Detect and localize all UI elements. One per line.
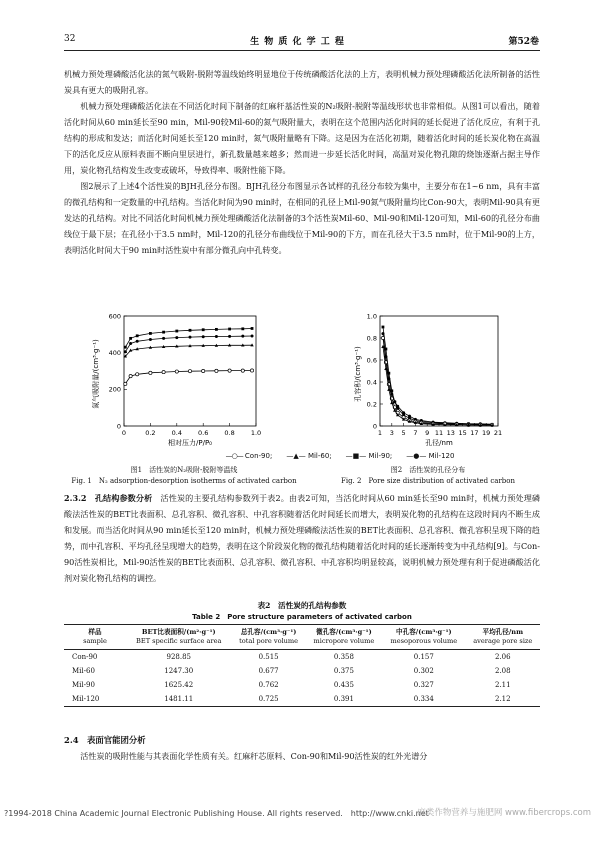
fig1-y-axis-label: 氮气吸附量/(cm³·g⁻¹) — [92, 339, 100, 409]
table-row — [64, 664, 540, 678]
series-line — [125, 336, 252, 352]
x-tick-label: 0.4 — [171, 429, 182, 437]
paragraph: 机械力预处理磷酸活化法在不同活化时间下制备的红麻秆基活性炭的N₂吸附-脱附等温线形状也非常相似。从图1可以看出，随着活化时间从60 min延长至90 min，Mil-90较Mil-60的氮气吸附量大，表明在这个范围内活化时间的延长促进了活化反应，有利于孔结构的形成和发达；而活化时间延长至120 min时，氮气吸附量略有下降。这是因为在活化初期，随着活化时间的延长炭化物在高温下的活化反应从原料表面不断向里层进行，新孔数量越来越多；然而进一步延长活化时间，高温对炭化物孔隙的烧蚀逐渐占据主导作用，炭化物孔结构发生改变或破坏，导致得率、吸附性能下降。 — [64, 101, 540, 175]
table-cell: 0.302 — [413, 667, 434, 675]
data-point — [202, 369, 205, 372]
copyright-notice: ?1994-2018 China Academic Journal Electronic Publishing House. All rights reserved. http://www.cnki.net — [4, 809, 429, 818]
y-tick-label: 0.4 — [366, 378, 377, 387]
data-point — [162, 337, 165, 340]
table-cell: 1481.11 — [126, 692, 231, 707]
table-cell: 0.762 — [258, 681, 279, 689]
paragraph: 图2展示了上述4个活性炭的BJH孔径分布图。BJH孔径分布图显示各试样的孔径分布较为集中，主要分布在1~6 nm，具有丰富的微孔结构和一定数量的中孔结构。当活化时间为90 min时，在相同的孔径上Mil-90氮气吸附量均比Con-90大，表明Mil-90具有更发达的孔结构。对比不同活化时间机械力预处理磷酸活化法制备的3个活性炭Mil-60、Mil-90和Mil-120可知，Mil-60的孔径分布曲线位于最下层；在孔径小于3.5 nm时，Mil-120的孔径分布曲线位于Mil-90的下方，而在孔径大于3.5 nm时，位于Mil-90的上方，表明活化时间大于90 min时活性炭中有部分微孔向中孔转变。 — [64, 181, 540, 255]
table-2 — [64, 624, 540, 707]
legend-label: Mil-60; — [307, 452, 332, 460]
table-header-row — [64, 625, 540, 650]
data-point — [129, 337, 132, 340]
legend-label: Con-90; — [244, 452, 273, 460]
legend-item: —■— Mil-90; — [345, 452, 393, 460]
data-point — [136, 373, 139, 376]
data-point — [124, 382, 127, 385]
data-point — [241, 327, 244, 330]
column-header: 中孔容/(cm³·g⁻¹) — [396, 628, 452, 636]
y-tick-label: 0.8 — [366, 334, 377, 343]
table-cell: 2.12 — [466, 692, 540, 707]
table-row — [64, 678, 540, 692]
figure-1-caption-cn: 图1 活性炭的N₂吸附-脱附等温线 — [130, 466, 238, 474]
data-point — [202, 335, 205, 338]
paragraph: 活性炭的吸附性能与其表面化学性质有关。红麻秆芯原料、Con-90和Mil-90活性炭的红外光谱分 — [80, 751, 428, 761]
data-point — [124, 346, 127, 349]
figure-2-pore-distribution-chart — [350, 312, 510, 447]
data-point — [215, 335, 218, 338]
table-cell: 0.157 — [413, 653, 434, 661]
column-header-en: micropore volume — [313, 637, 375, 645]
data-point — [241, 369, 244, 372]
data-point — [381, 336, 384, 339]
journal-title: 生 物 质 化 学 工 程 — [250, 37, 345, 47]
table-cell: 0.725 — [231, 692, 305, 707]
data-point — [149, 332, 152, 335]
x-tick-label: 21 — [493, 429, 503, 437]
section-2-4 — [64, 748, 540, 764]
legend-item: —○— Con-90; — [225, 452, 273, 460]
table-cell: Con-90 — [72, 653, 98, 661]
table-cell: Mil-90 — [72, 681, 95, 689]
table-cell: 0.677 — [258, 667, 279, 675]
x-tick-label: 0.6 — [198, 429, 209, 437]
figure-2-caption-en: Fig. 2 Pore size distribution of activated carbon — [340, 477, 516, 485]
legend-label: Mil-90; — [368, 452, 393, 460]
table-cell: 0.334 — [382, 692, 465, 707]
fig2-y-axis-label: 孔容积/(cm³·g⁻¹) — [354, 346, 362, 402]
data-point — [402, 411, 405, 414]
data-point — [228, 335, 231, 338]
x-tick-label: 1 — [377, 429, 383, 437]
section-heading: 2.3.2 孔结构参数分析 — [64, 493, 153, 503]
table-cell: 0.358 — [333, 653, 354, 661]
y-tick-label: 1.0 — [366, 312, 377, 321]
x-axis-label: 相对压力/P/P₀ — [168, 439, 212, 447]
data-point — [241, 335, 244, 338]
data-point — [382, 326, 385, 329]
data-point — [189, 336, 192, 339]
data-point — [149, 371, 152, 374]
section-2-3-2 — [64, 490, 540, 586]
x-tick-label: 11 — [434, 429, 444, 437]
table-cell: 0.327 — [413, 681, 434, 689]
table-cell: 1247.30 — [164, 667, 194, 675]
column-header: 样品 — [88, 628, 102, 636]
data-point — [251, 334, 254, 337]
data-point — [189, 329, 192, 332]
page-number: 32 — [64, 34, 76, 44]
figure-2-caption-cn: 图2 活性炭的孔径分布 — [390, 466, 466, 474]
table-cell: 1625.42 — [164, 681, 194, 689]
x-tick-label: 7 — [413, 429, 418, 437]
x-tick-label: 3 — [389, 429, 394, 437]
figure-legend — [190, 452, 490, 460]
y-tick-label: 0.2 — [366, 400, 377, 409]
data-point — [228, 369, 231, 372]
column-header-en: sample — [83, 637, 107, 645]
y-tick-label: 0 — [372, 422, 377, 431]
data-point — [228, 328, 231, 331]
volume-label: 第52卷 — [508, 37, 539, 47]
x-tick-label: 17 — [470, 429, 479, 437]
y-tick-label: 0.6 — [366, 356, 377, 365]
y-tick-label: 200 — [108, 385, 121, 394]
data-point — [129, 375, 132, 378]
x-tick-label: 0.2 — [145, 429, 156, 437]
paragraph: 机械力预处理磷酸活化法的氮气吸附-脱附等温线始终明显地位于传统磷酸活化法的上方，表明机械力预处理磷酸活化法所制备的活性炭具有更大的吸附孔容。 — [64, 69, 540, 95]
data-point — [136, 334, 139, 337]
data-point — [215, 369, 218, 372]
body-text-top — [64, 66, 540, 258]
data-point — [175, 336, 178, 339]
column-header-en: mesoporous volume — [390, 637, 458, 645]
x-tick-label: 0 — [121, 429, 127, 437]
table-cell: Mil-120 — [64, 692, 126, 707]
x-tick-label: 19 — [482, 429, 491, 437]
x-tick-label: 9 — [425, 429, 430, 437]
x-tick-label: 1.0 — [250, 429, 262, 437]
data-point — [408, 415, 411, 418]
table-cell: 928.85 — [166, 653, 191, 661]
table-2-title-en: Table 2 Pore structure parameters of activated carbon — [192, 613, 412, 621]
table-row — [64, 650, 540, 665]
table-cell: 2.08 — [494, 667, 511, 675]
column-header-en: average pore size — [473, 637, 533, 645]
table-2-title-cn: 表2 活性炭的孔结构参数 — [257, 601, 347, 610]
table-row — [64, 692, 540, 707]
series-line — [383, 327, 492, 424]
column-header: BET比表面积/(m²·g⁻¹) — [141, 628, 216, 636]
legend-label: Mil-120 — [428, 452, 455, 460]
table-cell: 2.06 — [494, 653, 511, 661]
legend-item: —●— Mil-120 — [406, 452, 455, 460]
data-point — [188, 370, 191, 373]
y-tick-label: 0 — [116, 422, 121, 431]
y-tick-label: 400 — [108, 348, 121, 357]
data-point — [162, 371, 165, 374]
data-point — [202, 328, 205, 331]
table-cell: 0.435 — [333, 681, 354, 689]
table-cell: 2.11 — [494, 681, 511, 689]
section-2-4-heading: 2.4 表面官能团分析 — [64, 735, 146, 745]
data-point — [215, 328, 218, 331]
data-point — [175, 370, 178, 373]
x-tick-label: 0.8 — [224, 429, 235, 437]
data-point — [149, 338, 152, 341]
column-header: 平均孔径/nm — [482, 628, 524, 636]
y-tick-label: 600 — [108, 312, 121, 321]
legend-item: —▲— Mil-60; — [286, 452, 332, 460]
figure-1-isotherm-chart — [86, 312, 276, 447]
header-rule — [64, 50, 540, 51]
data-point — [175, 330, 178, 333]
data-point — [381, 332, 384, 335]
column-header-en: total pore volume — [239, 637, 299, 645]
data-point — [136, 340, 139, 343]
x-tick-label: 13 — [446, 429, 455, 437]
table-cell: 0.375 — [333, 667, 354, 675]
table-cell: 0.515 — [258, 653, 279, 661]
data-point — [129, 342, 132, 345]
watermark-text: 麻类作物营养与施肥网 www.fibercrops.com — [417, 808, 591, 818]
data-point — [251, 327, 254, 330]
table-cell: 0.391 — [306, 692, 382, 707]
column-header: 微孔容/(cm³·g⁻¹) — [316, 628, 372, 636]
data-point — [250, 369, 253, 372]
data-point — [162, 331, 165, 334]
column-header: 总孔容/(cm³·g⁻¹) — [240, 628, 297, 636]
paragraph: 活性炭的主要孔结构参数列于表2。由表2可知，当活化时间从60 min延长至90 min时，机械力预处理磷酸法活性炭的BET比表面积、总孔容积、微孔容积、中孔容积随着活化时间延长而增大，表明炭化物的孔结构在这段时间内不断生成和发展。而当活化时间从90 min延长至120 min时，机械力预处理磷酸法活性炭的BET比表面积、总孔容积、微孔容积呈现下降的趋势，而中孔容积、平均孔径呈现增大的趋势，表明在这个阶段炭化物的微孔结构随着活化时间的延长逐渐转变为中孔结构[9]。与Con-90活性炭相比，Mil-90活性炭的BET比表面积、总孔容积、微孔容积、中孔容积均明显较高，说明机械力预处理有利于促进磷酸活化剂对炭化物孔结构的调控。 — [64, 493, 540, 583]
x-tick-label: 15 — [458, 429, 467, 437]
column-header-en: BET specific surface area — [136, 637, 222, 645]
data-point — [124, 350, 127, 353]
figure-1-caption-en: Fig. 1 N₂ adsorption-desorption isotherms of activated carbon — [71, 477, 297, 485]
x-tick-label: 5 — [401, 429, 406, 437]
x-axis-label: 孔径/nm — [425, 439, 453, 447]
table-cell: Mil-60 — [72, 667, 95, 675]
